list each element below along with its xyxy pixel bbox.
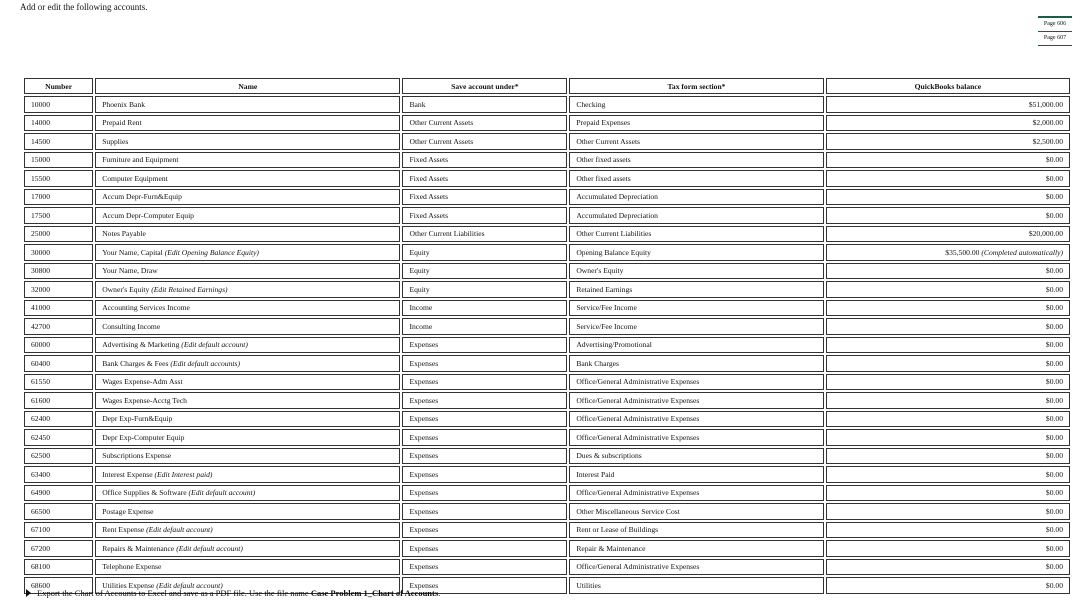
account-number: 14500 bbox=[24, 133, 93, 150]
header-balance: QuickBooks balance bbox=[826, 78, 1070, 94]
balance: $0.00 bbox=[1045, 377, 1063, 387]
table-row bbox=[24, 96, 1070, 113]
account-name-cell bbox=[95, 522, 400, 539]
tax-section: Accumulated Depreciation bbox=[569, 207, 823, 224]
header-save-under: Save account under* bbox=[402, 78, 567, 94]
balance: $0.00 bbox=[1045, 469, 1063, 479]
account-name-cell bbox=[95, 300, 400, 317]
account-name-cell bbox=[95, 189, 400, 206]
account-number: 41000 bbox=[24, 300, 93, 317]
balance-cell bbox=[826, 226, 1070, 243]
account-name-cell bbox=[95, 281, 400, 298]
balance: $0.00 bbox=[1045, 543, 1063, 553]
balance: $20,000.00 bbox=[1028, 229, 1063, 239]
account-name-cell bbox=[95, 540, 400, 557]
tax-section: Other Current Assets bbox=[569, 133, 823, 150]
tax-section: Office/General Administrative Expenses bbox=[569, 559, 823, 576]
balance-cell bbox=[826, 392, 1070, 409]
account-number: 15000 bbox=[24, 152, 93, 169]
account-name-cell bbox=[95, 411, 400, 428]
balance-cell bbox=[826, 355, 1070, 372]
save-under: Expenses bbox=[402, 466, 567, 483]
account-name: Prepaid Rent bbox=[102, 118, 142, 128]
balance-cell bbox=[826, 577, 1070, 594]
table-row bbox=[24, 152, 1070, 169]
account-name-note: (Edit default account) bbox=[156, 580, 223, 590]
table-row bbox=[24, 540, 1070, 557]
save-under: Expenses bbox=[402, 540, 567, 557]
account-name: Utilities Expense bbox=[102, 580, 155, 590]
footer-instruction bbox=[26, 588, 440, 598]
account-name-note: (Edit Retained Earnings) bbox=[151, 284, 228, 294]
save-under: Expenses bbox=[402, 448, 567, 465]
account-number: 14000 bbox=[24, 115, 93, 132]
account-number: 62500 bbox=[24, 448, 93, 465]
tax-section: Owner's Equity bbox=[569, 263, 823, 280]
account-name: Wages Expense-Adm Asst bbox=[102, 377, 183, 387]
account-name: Rent Expense bbox=[102, 525, 145, 535]
table-row bbox=[24, 485, 1070, 502]
tax-section: Service/Fee Income bbox=[569, 300, 823, 317]
tax-section: Prepaid Expenses bbox=[569, 115, 823, 132]
table-row bbox=[24, 337, 1070, 354]
tax-section: Other Miscellaneous Service Cost bbox=[569, 503, 823, 520]
balance: $0.00 bbox=[1045, 395, 1063, 405]
account-name: Furniture and Equipment bbox=[102, 155, 179, 165]
table-row bbox=[24, 448, 1070, 465]
table-row bbox=[24, 411, 1070, 428]
account-name-cell bbox=[95, 485, 400, 502]
account-number: 62450 bbox=[24, 429, 93, 446]
account-name-cell bbox=[95, 466, 400, 483]
account-name: Supplies bbox=[102, 136, 129, 146]
account-name-cell bbox=[95, 448, 400, 465]
account-name: Depr Exp-Furn&Equip bbox=[102, 414, 173, 424]
account-name-cell bbox=[95, 226, 400, 243]
balance: $0.00 bbox=[1045, 155, 1063, 165]
account-number: 17500 bbox=[24, 207, 93, 224]
account-name-cell bbox=[95, 170, 400, 187]
table-row bbox=[24, 522, 1070, 539]
save-under: Bank bbox=[402, 96, 567, 113]
account-number: 68100 bbox=[24, 559, 93, 576]
tax-section: Rent or Lease of Buildings bbox=[569, 522, 823, 539]
tax-section: Office/General Administrative Expenses bbox=[569, 392, 823, 409]
account-name-cell bbox=[95, 96, 400, 113]
page-divider bbox=[1038, 45, 1072, 46]
account-name: Bank Charges & Fees bbox=[102, 358, 169, 368]
save-under: Expenses bbox=[402, 559, 567, 576]
tax-section: Dues & subscriptions bbox=[569, 448, 823, 465]
account-name: Owner's Equity bbox=[102, 284, 150, 294]
account-name-cell bbox=[95, 244, 400, 261]
balance-note: (Completed automatically) bbox=[981, 247, 1063, 257]
balance: $0.00 bbox=[1045, 451, 1063, 461]
account-name-note: (Edit default accounts) bbox=[170, 358, 240, 368]
table-row bbox=[24, 226, 1070, 243]
balance: $0.00 bbox=[1045, 303, 1063, 313]
play-arrow-icon bbox=[26, 589, 31, 597]
balance-cell bbox=[826, 300, 1070, 317]
table-row bbox=[24, 189, 1070, 206]
account-name-cell bbox=[95, 392, 400, 409]
footer-text: Export the Chart of Accounts to Excel and save as a PDF file. Use the file name bbox=[37, 588, 309, 598]
account-name-cell bbox=[95, 355, 400, 372]
account-name: Postage Expense bbox=[102, 506, 154, 516]
balance-cell bbox=[826, 133, 1070, 150]
instructions: Add or edit the following accounts. bbox=[20, 2, 148, 12]
account-name-cell bbox=[95, 152, 400, 169]
tax-section: Accumulated Depreciation bbox=[569, 189, 823, 206]
account-number: 25000 bbox=[24, 226, 93, 243]
account-name: Interest Expense bbox=[102, 469, 153, 479]
balance: $0.00 bbox=[1045, 173, 1063, 183]
balance-cell bbox=[826, 263, 1070, 280]
account-number: 61550 bbox=[24, 374, 93, 391]
account-name-note: (Edit default account) bbox=[188, 488, 256, 498]
balance: $0.00 bbox=[1045, 525, 1063, 535]
tax-section: Interest Paid bbox=[569, 466, 823, 483]
balance: $0.00 bbox=[1045, 284, 1063, 294]
table-row bbox=[24, 281, 1070, 298]
table-row bbox=[24, 466, 1070, 483]
tax-section: Utilities bbox=[569, 577, 823, 594]
save-under: Income bbox=[402, 300, 567, 317]
balance: $51,000.00 bbox=[1028, 99, 1063, 109]
account-name: Subscriptions Expense bbox=[102, 451, 172, 461]
save-under: Other Current Assets bbox=[402, 115, 567, 132]
account-name: Phoenix Bank bbox=[102, 99, 146, 109]
account-name: Telephone Expense bbox=[102, 562, 162, 572]
save-under: Expenses bbox=[402, 577, 567, 594]
account-number: 67200 bbox=[24, 540, 93, 557]
table-row bbox=[24, 170, 1070, 187]
balance-cell bbox=[826, 337, 1070, 354]
balance: $0.00 bbox=[1045, 562, 1063, 572]
table-row bbox=[24, 318, 1070, 335]
account-name: Your Name, Capital bbox=[102, 247, 163, 257]
table-row bbox=[24, 355, 1070, 372]
account-name-cell bbox=[95, 207, 400, 224]
save-under: Expenses bbox=[402, 429, 567, 446]
balance: $2,500.00 bbox=[1032, 136, 1063, 146]
account-number: 17000 bbox=[24, 189, 93, 206]
account-number: 42700 bbox=[24, 318, 93, 335]
tax-section: Office/General Administrative Expenses bbox=[569, 374, 823, 391]
page-nav bbox=[1038, 16, 1072, 49]
account-name: Depr Exp-Computer Equip bbox=[102, 432, 185, 442]
balance-cell bbox=[826, 318, 1070, 335]
save-under: Expenses bbox=[402, 503, 567, 520]
account-number: 67100 bbox=[24, 522, 93, 539]
account-name: Consulting Income bbox=[102, 321, 161, 331]
tax-section: Retained Earnings bbox=[569, 281, 823, 298]
balance: $0.00 bbox=[1045, 432, 1063, 442]
footer-filename: Case Problem 1_Chart of Accounts bbox=[310, 588, 439, 598]
table-row bbox=[24, 207, 1070, 224]
save-under: Equity bbox=[402, 281, 567, 298]
balance-cell bbox=[826, 485, 1070, 502]
save-under: Expenses bbox=[402, 522, 567, 539]
accounts-table bbox=[22, 76, 1072, 596]
tax-section: Other Current Liabilities bbox=[569, 226, 823, 243]
account-name-cell bbox=[95, 503, 400, 520]
account-number: 62400 bbox=[24, 411, 93, 428]
account-name-cell bbox=[95, 133, 400, 150]
balance: $0.00 bbox=[1045, 210, 1063, 220]
save-under: Equity bbox=[402, 244, 567, 261]
save-under: Fixed Assets bbox=[402, 189, 567, 206]
balance: $0.00 bbox=[1045, 358, 1063, 368]
account-name-cell bbox=[95, 429, 400, 446]
tax-section: Office/General Administrative Expenses bbox=[569, 429, 823, 446]
balance: $0.00 bbox=[1045, 506, 1063, 516]
account-name: Accounting Services Income bbox=[102, 303, 190, 313]
account-number: 64900 bbox=[24, 485, 93, 502]
balance-cell bbox=[826, 429, 1070, 446]
account-name-cell bbox=[95, 337, 400, 354]
account-number: 15500 bbox=[24, 170, 93, 187]
account-name: Notes Payable bbox=[102, 229, 146, 239]
table-row bbox=[24, 503, 1070, 520]
tax-section: Office/General Administrative Expenses bbox=[569, 485, 823, 502]
table-row bbox=[24, 115, 1070, 132]
balance: $0.00 bbox=[1045, 192, 1063, 202]
account-number: 61600 bbox=[24, 392, 93, 409]
tax-section: Advertising/Promotional bbox=[569, 337, 823, 354]
table-row bbox=[24, 429, 1070, 446]
account-name-note: (Edit Interest paid) bbox=[154, 469, 213, 479]
tax-section: Checking bbox=[569, 96, 823, 113]
account-number: 32000 bbox=[24, 281, 93, 298]
tax-section: Bank Charges bbox=[569, 355, 823, 372]
account-name-cell bbox=[95, 374, 400, 391]
save-under: Other Current Assets bbox=[402, 133, 567, 150]
account-name-cell bbox=[95, 318, 400, 335]
table-row bbox=[24, 133, 1070, 150]
save-under: Expenses bbox=[402, 374, 567, 391]
table-row bbox=[24, 244, 1070, 261]
account-name-cell bbox=[95, 559, 400, 576]
accounts-table-wrapper bbox=[22, 76, 1072, 596]
balance: $0.00 bbox=[1045, 488, 1063, 498]
save-under: Fixed Assets bbox=[402, 207, 567, 224]
account-number: 60400 bbox=[24, 355, 93, 372]
balance-cell bbox=[826, 244, 1070, 261]
table-row bbox=[24, 374, 1070, 391]
balance: $0.00 bbox=[1045, 340, 1063, 350]
balance: $0.00 bbox=[1045, 580, 1063, 590]
tax-section: Service/Fee Income bbox=[569, 318, 823, 335]
account-number: 60000 bbox=[24, 337, 93, 354]
header-number: Number bbox=[24, 78, 93, 94]
balance-cell bbox=[826, 559, 1070, 576]
page-divider bbox=[1038, 31, 1072, 32]
tax-section: Repair & Maintenance bbox=[569, 540, 823, 557]
account-name-cell bbox=[95, 263, 400, 280]
save-under: Equity bbox=[402, 263, 567, 280]
footer-end: . bbox=[438, 588, 441, 598]
save-under: Expenses bbox=[402, 337, 567, 354]
save-under: Expenses bbox=[402, 392, 567, 409]
account-name-cell bbox=[95, 115, 400, 132]
save-under: Other Current Liabilities bbox=[402, 226, 567, 243]
account-name-note: (Edit default account) bbox=[181, 340, 248, 350]
account-number: 63400 bbox=[24, 466, 93, 483]
save-under: Fixed Assets bbox=[402, 170, 567, 187]
account-number: 66500 bbox=[24, 503, 93, 520]
balance: $0.00 bbox=[1045, 266, 1063, 276]
header-tax-section: Tax form section* bbox=[569, 78, 823, 94]
balance-cell bbox=[826, 540, 1070, 557]
account-name: Office Supplies & Software bbox=[102, 488, 187, 498]
balance-cell bbox=[826, 115, 1070, 132]
account-name-note: (Edit default account) bbox=[146, 525, 213, 535]
table-row bbox=[24, 559, 1070, 576]
save-under: Income bbox=[402, 318, 567, 335]
save-under: Fixed Assets bbox=[402, 152, 567, 169]
balance-cell bbox=[826, 96, 1070, 113]
balance-cell bbox=[826, 281, 1070, 298]
account-name: Advertising & Marketing bbox=[102, 340, 180, 350]
account-number: 10000 bbox=[24, 96, 93, 113]
tax-section: Other fixed assets bbox=[569, 152, 823, 169]
table-row bbox=[24, 263, 1070, 280]
balance-cell bbox=[826, 170, 1070, 187]
page-divider bbox=[1038, 16, 1072, 18]
account-name: Accum Depr-Computer Equip bbox=[102, 210, 194, 220]
table-body bbox=[24, 96, 1070, 594]
balance-cell bbox=[826, 152, 1070, 169]
balance-cell bbox=[826, 189, 1070, 206]
balance-cell bbox=[826, 466, 1070, 483]
balance-cell bbox=[826, 448, 1070, 465]
account-number: 30800 bbox=[24, 263, 93, 280]
account-name-note: (Edit Opening Balance Equity) bbox=[164, 247, 259, 257]
account-name-note: (Edit default account) bbox=[176, 543, 243, 553]
account-name: Repairs & Maintenance bbox=[102, 543, 175, 553]
account-name: Accum Depr-Furn&Equip bbox=[102, 192, 182, 202]
tax-section: Other fixed assets bbox=[569, 170, 823, 187]
balance-cell bbox=[826, 411, 1070, 428]
table-row bbox=[24, 392, 1070, 409]
account-number: 68600 bbox=[24, 577, 93, 594]
balance: $2,000.00 bbox=[1032, 118, 1063, 128]
tax-section: Office/General Administrative Expenses bbox=[569, 411, 823, 428]
balance-cell bbox=[826, 522, 1070, 539]
balance: $0.00 bbox=[1045, 414, 1063, 424]
account-name: Wages Expense-Acctg Tech bbox=[102, 395, 187, 405]
balance-cell bbox=[826, 207, 1070, 224]
save-under: Expenses bbox=[402, 485, 567, 502]
balance: $0.00 bbox=[1045, 321, 1063, 331]
balance-cell bbox=[826, 374, 1070, 391]
header-name: Name bbox=[95, 78, 400, 94]
page-link-606[interactable]: Page 606 bbox=[1043, 21, 1067, 27]
account-number: 30000 bbox=[24, 244, 93, 261]
table-row bbox=[24, 300, 1070, 317]
save-under: Expenses bbox=[402, 355, 567, 372]
table-header-row bbox=[24, 78, 1070, 94]
balance-cell bbox=[826, 503, 1070, 520]
save-under: Expenses bbox=[402, 411, 567, 428]
account-name: Computer Equipment bbox=[102, 173, 168, 183]
balance: $35,500.00 bbox=[945, 247, 980, 257]
account-name: Your Name, Draw bbox=[102, 266, 158, 276]
page-link-607[interactable]: Page 607 bbox=[1043, 35, 1067, 41]
tax-section: Opening Balance Equity bbox=[569, 244, 823, 261]
